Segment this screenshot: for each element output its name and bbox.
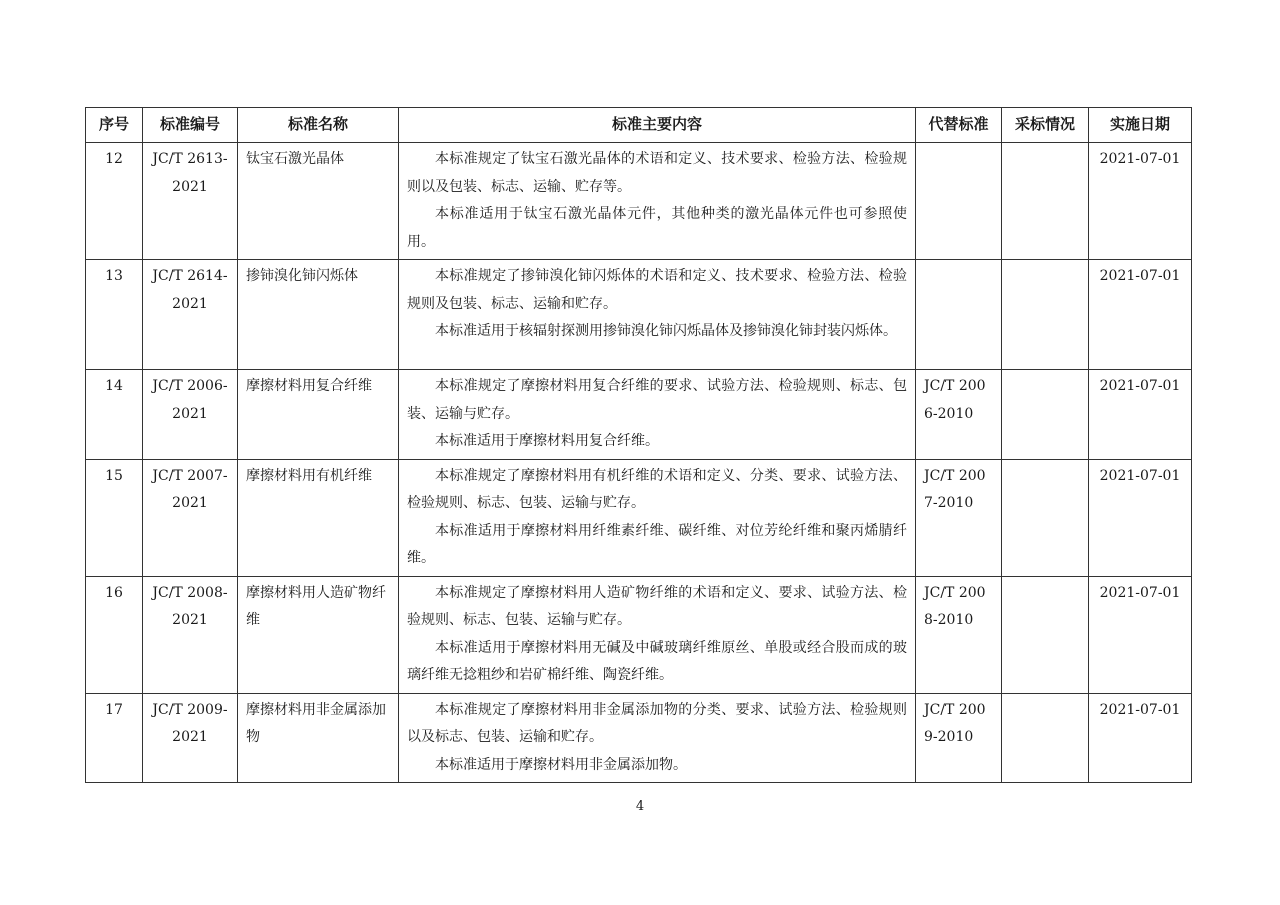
standard-name: 摩擦材料用非金属添加物 bbox=[238, 693, 399, 783]
adoption-status bbox=[1002, 370, 1089, 460]
standard-code: JC/T 2007-2021 bbox=[143, 459, 238, 576]
effective-date: 2021-07-01 bbox=[1089, 459, 1192, 576]
row-number: 13 bbox=[86, 260, 143, 370]
row-number: 17 bbox=[86, 693, 143, 783]
page-number: 4 bbox=[635, 799, 645, 814]
standard-content bbox=[399, 459, 916, 576]
table-header-row bbox=[86, 108, 1192, 143]
row-number: 14 bbox=[86, 370, 143, 460]
standard-name: 摩擦材料用有机纤维 bbox=[238, 459, 399, 576]
table-row bbox=[86, 370, 1192, 460]
table-row bbox=[86, 459, 1192, 576]
replaced-standard: JC/T 2009-2010 bbox=[916, 693, 1002, 783]
content-paragraph: 本标准适用于摩擦材料用无碱及中碱玻璃纤维原丝、单股或经合股而成的玻璃纤维无捻粗纱和岩矿棉纤维、陶瓷纤维。 bbox=[407, 639, 907, 683]
standard-code: JC/T 2614-2021 bbox=[143, 260, 238, 370]
replaced-standard: JC/T 2008-2010 bbox=[916, 576, 1002, 693]
content-paragraph: 本标准适用于钛宝石激光晶体元件，其他种类的激光晶体元件也可参照使用。 bbox=[407, 206, 907, 250]
effective-date: 2021-07-01 bbox=[1089, 143, 1192, 260]
table-row bbox=[86, 260, 1192, 370]
standard-content bbox=[399, 576, 916, 693]
table-row bbox=[86, 693, 1192, 783]
content-paragraph: 本标准适用于核辐射探测用掺铈溴化铈闪烁晶体及掺铈溴化铈封装闪烁体。 bbox=[435, 323, 897, 339]
adoption-status bbox=[1002, 693, 1089, 783]
content-paragraph: 本标准规定了摩擦材料用人造矿物纤维的术语和定义、要求、试验方法、检验规则、标志、包装、运输与贮存。 bbox=[407, 584, 907, 628]
effective-date: 2021-07-01 bbox=[1089, 260, 1192, 370]
standard-code: JC/T 2008-2021 bbox=[143, 576, 238, 693]
standard-name: 摩擦材料用人造矿物纤维 bbox=[238, 576, 399, 693]
standard-code: JC/T 2006-2021 bbox=[143, 370, 238, 460]
standard-content bbox=[399, 143, 916, 260]
content-paragraph: 本标准规定了摩擦材料用复合纤维的要求、试验方法、检验规则、标志、包装、运输与贮存。 bbox=[407, 378, 907, 422]
row-number: 15 bbox=[86, 459, 143, 576]
row-number: 16 bbox=[86, 576, 143, 693]
replaced-standard bbox=[916, 260, 1002, 370]
effective-date: 2021-07-01 bbox=[1089, 576, 1192, 693]
standard-content bbox=[399, 260, 916, 370]
header-content: 标准主要内容 bbox=[399, 108, 916, 143]
content-paragraph: 本标准规定了钛宝石激光晶体的术语和定义、技术要求、检验方法、检验规则以及包装、标志、运输、贮存等。 bbox=[407, 151, 907, 195]
standard-name: 掺铈溴化铈闪烁体 bbox=[238, 260, 399, 370]
replaced-standard: JC/T 2006-2010 bbox=[916, 370, 1002, 460]
row-number: 12 bbox=[86, 143, 143, 260]
header-seq: 序号 bbox=[86, 108, 143, 143]
standard-name: 钛宝石激光晶体 bbox=[238, 143, 399, 260]
table-row bbox=[86, 576, 1192, 693]
content-paragraph: 本标准规定了掺铈溴化铈闪烁体的术语和定义、技术要求、检验方法、检验规则及包装、标志、运输和贮存。 bbox=[407, 268, 907, 312]
effective-date: 2021-07-01 bbox=[1089, 370, 1192, 460]
standard-code: JC/T 2009-2021 bbox=[143, 693, 238, 783]
adoption-status bbox=[1002, 576, 1089, 693]
standard-content bbox=[399, 693, 916, 783]
table-row bbox=[86, 143, 1192, 260]
content-paragraph: 本标准规定了摩擦材料用有机纤维的术语和定义、分类、要求、试验方法、检验规则、标志、包装、运输与贮存。 bbox=[407, 467, 907, 511]
adoption-status bbox=[1002, 260, 1089, 370]
header-date: 实施日期 bbox=[1089, 108, 1192, 143]
standard-code: JC/T 2613-2021 bbox=[143, 143, 238, 260]
standard-content bbox=[399, 370, 916, 460]
adoption-status bbox=[1002, 143, 1089, 260]
effective-date: 2021-07-01 bbox=[1089, 693, 1192, 783]
content-paragraph: 本标准规定了摩擦材料用非金属添加物的分类、要求、试验方法、检验规则以及标志、包装、运输和贮存。 bbox=[407, 701, 907, 745]
standard-name: 摩擦材料用复合纤维 bbox=[238, 370, 399, 460]
header-adoption: 采标情况 bbox=[1002, 108, 1089, 143]
replaced-standard: JC/T 2007-2010 bbox=[916, 459, 1002, 576]
standards-table bbox=[85, 107, 1192, 783]
header-replaces: 代替标准 bbox=[916, 108, 1002, 143]
replaced-standard bbox=[916, 143, 1002, 260]
adoption-status bbox=[1002, 459, 1089, 576]
content-paragraph: 本标准适用于摩擦材料用纤维素纤维、碳纤维、对位芳纶纤维和聚丙烯腈纤维。 bbox=[407, 522, 907, 566]
header-code: 标准编号 bbox=[143, 108, 238, 143]
content-paragraph: 本标准适用于摩擦材料用复合纤维。 bbox=[435, 433, 659, 449]
header-name: 标准名称 bbox=[238, 108, 399, 143]
content-paragraph: 本标准适用于摩擦材料用非金属添加物。 bbox=[435, 756, 687, 773]
